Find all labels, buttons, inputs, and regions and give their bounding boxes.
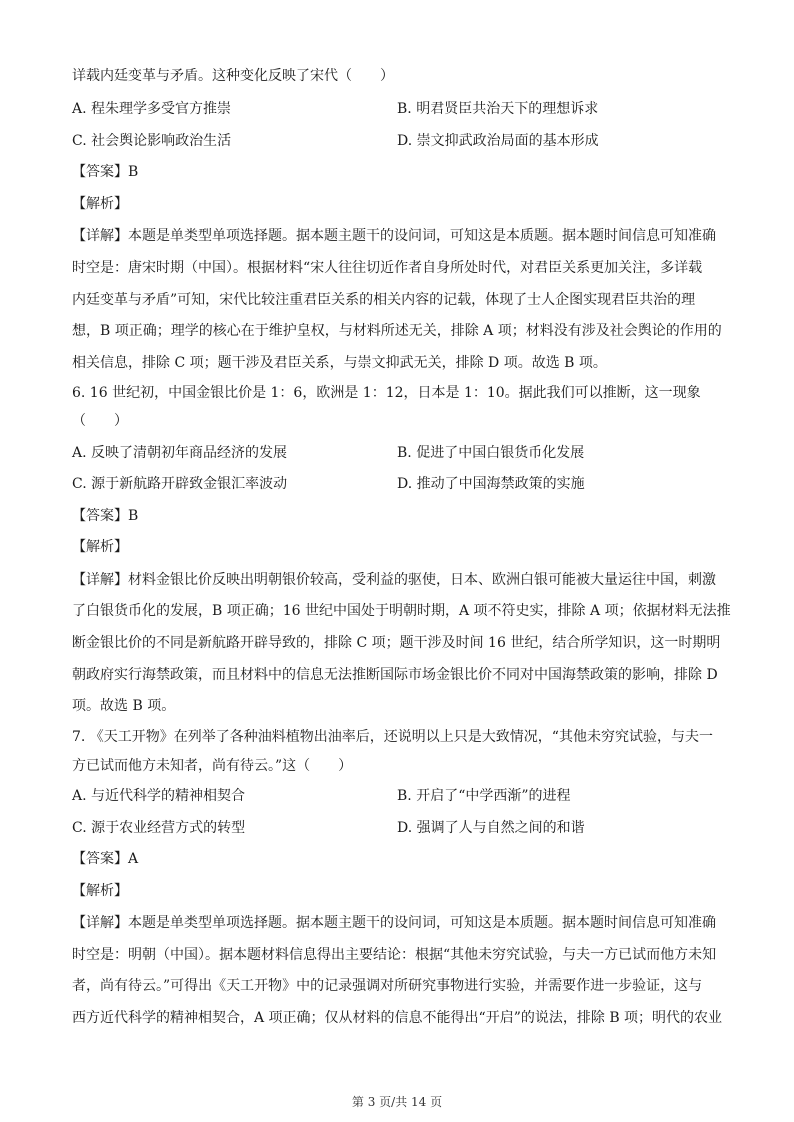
- page-number-footer: 第 3 页/共 14 页: [351, 1095, 443, 1109]
- q7-option-d: D. 强调了人与自然之间的和谐: [397, 820, 585, 836]
- q7-answer: 【答案】A: [72, 851, 139, 867]
- q5-detail-line-3: 内廷变革与矛盾”可知，宋代比较注重君臣关系的相关内容的记载，体现了士人企图实现君臣共治的理: [72, 292, 696, 308]
- q7-stem-line-2: 方已试而他方未知者，尚有待云。”这（ ）: [72, 758, 353, 774]
- q7-option-a: A. 与近代科学的精神相契合: [72, 788, 246, 804]
- q6-stem-line-2: （ ）: [72, 413, 128, 429]
- q5-answer: 【答案】B: [72, 164, 139, 180]
- q6-answer: 【答案】B: [72, 508, 139, 524]
- q6-option-d: D. 推动了中国海禁政策的实施: [397, 476, 585, 492]
- q7-option-c: C. 源于农业经营方式的转型: [72, 820, 246, 836]
- q7-detail-line-2: 时空是：明朝（中国）。据本题材料信息得出主要结论：根据“其他未穷究试验，与夫一方已试而他方未知: [72, 947, 717, 963]
- q6-detail-line-2: 了白银货币化的发展，B 项正确；16 世纪中国处于明朝时期，A 项不符史实，排除 A 项；依据材料无法推: [72, 603, 731, 619]
- q5-option-a: A. 程朱理学多受官方推崇: [72, 101, 232, 117]
- q7-detail-line-1: 【详解】本题是单类型单项选择题。据本题主题干的设问词，可知这是本质题。据本题时间信息可知准确: [72, 915, 716, 931]
- q5-analysis-heading: 【解析】: [72, 196, 128, 212]
- q7-option-b: B. 开启了“中学西渐”的进程: [397, 788, 571, 804]
- q7-stem-line-1: 7. 《天工开物》在列举了各种油料植物出油率后，还说明以上只是大致情况，“其他未穷究试验，与夫一: [72, 729, 713, 745]
- q6-option-b: B. 促进了中国白银货币化发展: [397, 445, 585, 461]
- q5-detail-line-5: 相关信息，排除 C 项；题干涉及君臣关系，与崇文抑武无关，排除 D 项。故选 B 项。: [72, 355, 607, 371]
- q6-option-a: A. 反映了清朝初年商品经济的发展: [72, 445, 288, 461]
- q5-option-d: D. 崇文抑武政治局面的基本形成: [397, 133, 599, 149]
- q5-detail-line-2: 时空是：唐宋时期（中国）。根据材料“宋人往往切近作者自身所处时代，对君臣关系更加关注，多详载: [72, 260, 703, 276]
- q6-analysis-heading: 【解析】: [72, 539, 128, 555]
- q6-stem-line-1: 6. 16 世纪初，中国金银比价是 1：6，欧洲是 1：12，日本是 1：10。据此我们可以推断，这一现象: [72, 385, 701, 401]
- q6-detail-line-1: 【详解】材料金银比价反映出明朝银价较高，受利益的驱使，日本、欧洲白银可能被大量运往中国，刺激: [72, 572, 716, 588]
- q5-option-c: C. 社会舆论影响政治生活: [72, 133, 232, 149]
- q5-stem: 详载内廷变革与矛盾。这种变化反映了宋代（ ）: [72, 68, 394, 84]
- q5-option-b: B. 明君贤臣共治天下的理想诉求: [397, 101, 599, 117]
- q7-analysis-heading: 【解析】: [72, 883, 128, 899]
- q5-detail-line-1: 【详解】本题是单类型单项选择题。据本题主题干的设问词，可知这是本质题。据本题时间信息可知准确: [72, 228, 716, 244]
- q6-detail-line-4: 朝政府实行海禁政策，而且材料中的信息无法推断国际市场金银比价不同对中国海禁政策的影响，排除 D: [72, 667, 718, 683]
- q6-detail-line-3: 断金银比价的不同是新航路开辟导致的，排除 C 项；题干涉及时间 16 世纪，结合所学知识，这一时期明: [72, 635, 721, 651]
- q7-detail-line-3: 者，尚有待云。”可得出《天工开物》中的记录强调对所研究事物进行实验，并需要作进一步验证，这与: [72, 978, 703, 994]
- q5-detail-line-4: 想，B 项正确；理学的核心在于维护皇权，与材料所述无关，排除 A 项；材料没有涉及社会舆论的作用的: [72, 323, 722, 339]
- q6-detail-line-5: 项。故选 B 项。: [72, 698, 176, 714]
- q7-detail-line-4: 西方近代科学的精神相契合，A 项正确；仅从材料的信息不能得出“开启”的说法，排除 B 项；明代的农业: [72, 1010, 723, 1026]
- q6-option-c: C. 源于新航路开辟致金银汇率波动: [72, 476, 288, 492]
